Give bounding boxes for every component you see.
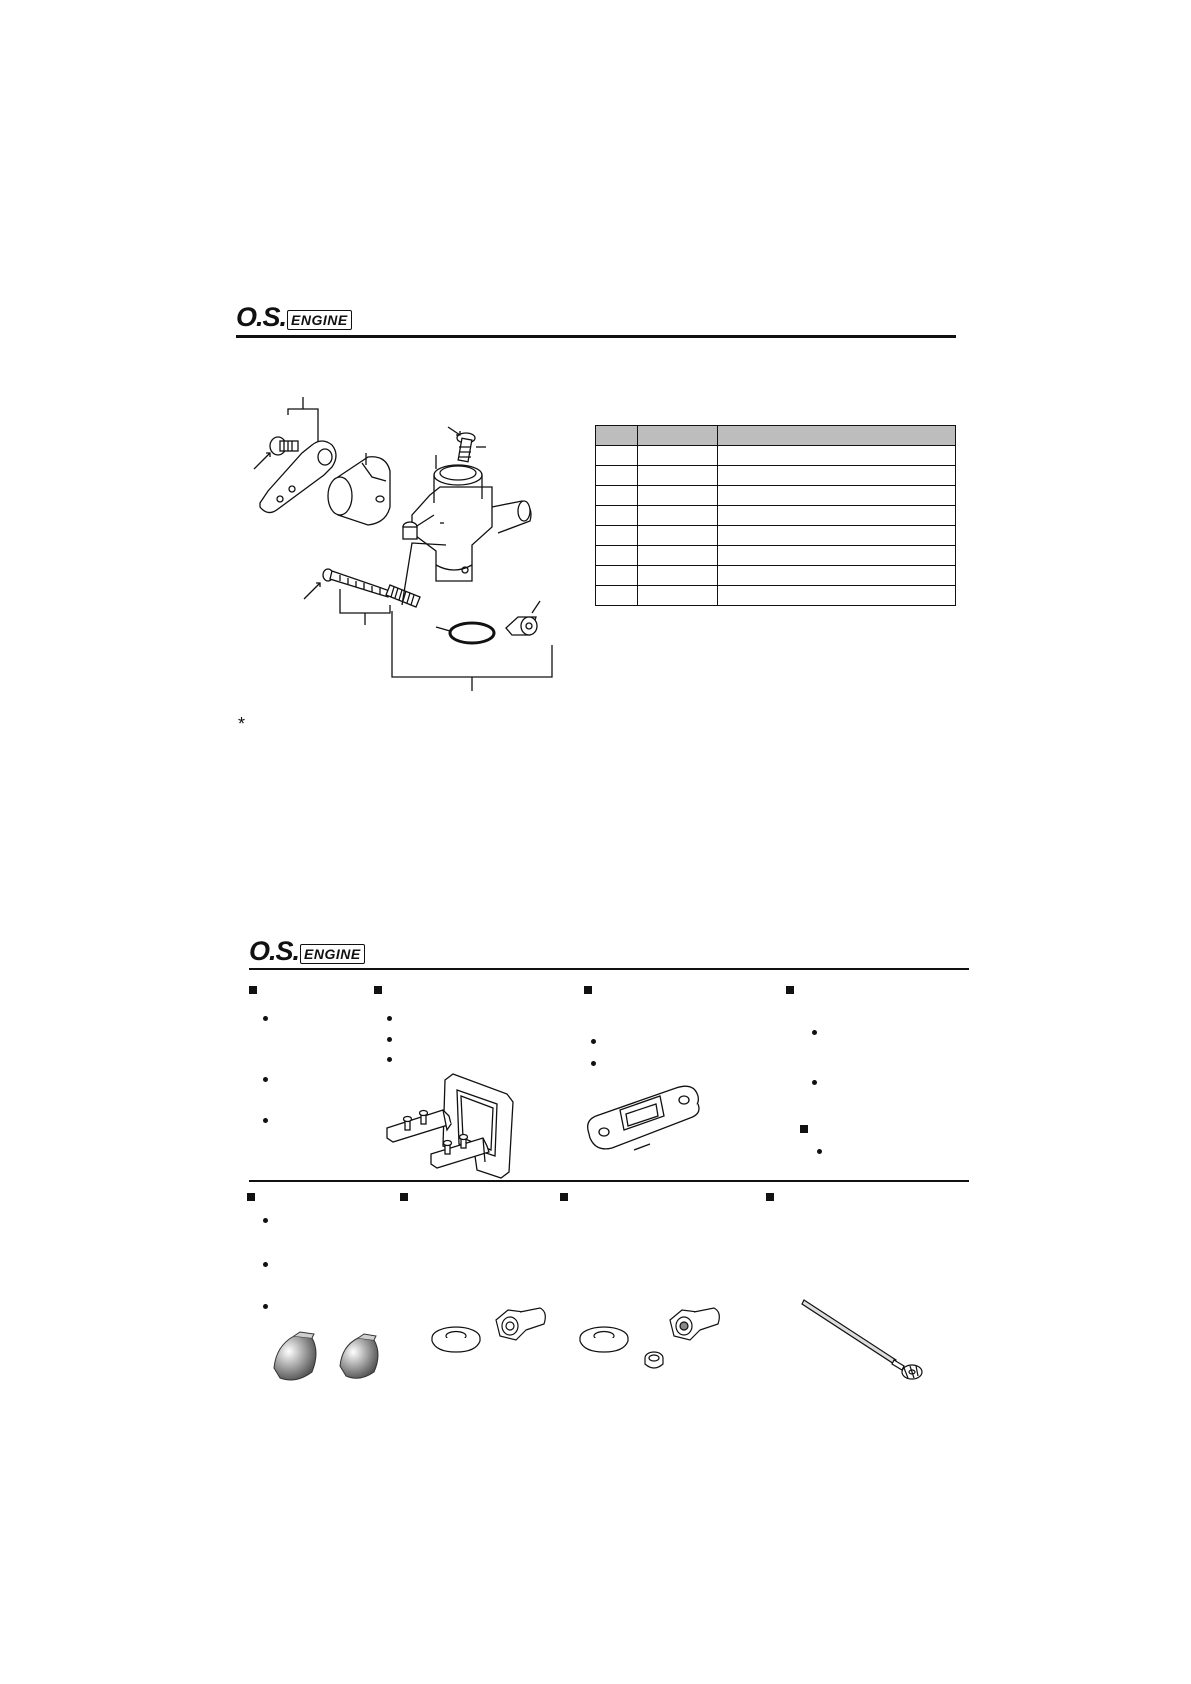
bullet (263, 1118, 268, 1123)
cap-screw-right (506, 617, 537, 635)
table-row (596, 506, 956, 526)
table-cell (638, 446, 718, 466)
table-row (596, 586, 956, 606)
section-marker (584, 986, 592, 994)
logo-engine-text: ENGINE (287, 310, 352, 330)
logo-engine-text: ENGINE (300, 944, 365, 964)
section-marker (786, 986, 794, 994)
table-cell (718, 546, 956, 566)
table-row (596, 446, 956, 466)
table-row (596, 486, 956, 506)
section-marker (560, 1193, 568, 1201)
table-cell (718, 446, 956, 466)
bullet (263, 1016, 268, 1021)
needle-screw (323, 569, 390, 597)
table-cell (596, 566, 638, 586)
logo-os-text: O.S. (236, 302, 287, 332)
bullet (387, 1057, 392, 1062)
table-cell (718, 566, 956, 586)
table-cell (596, 486, 638, 506)
section-marker (400, 1193, 408, 1201)
table-header-cell (596, 426, 638, 446)
spinner-nuts-illustration (270, 1328, 390, 1388)
table-cell (596, 586, 638, 606)
table-row (596, 566, 956, 586)
table-cell (596, 506, 638, 526)
table-cell (596, 526, 638, 546)
screw-left (270, 437, 298, 455)
table-cell (718, 526, 956, 546)
stud (403, 522, 417, 539)
carburetor-exploded-diagram (240, 395, 580, 695)
table-cell (718, 486, 956, 506)
table-header-cell (638, 426, 718, 446)
section-marker (766, 1193, 774, 1201)
section-marker (800, 1125, 808, 1133)
table-cell (638, 486, 718, 506)
bullet (263, 1218, 268, 1223)
bullet (591, 1039, 596, 1044)
table-cell (638, 566, 718, 586)
footnote-asterisk: * (238, 714, 246, 734)
os-engine-logo (236, 302, 352, 333)
bullet (263, 1304, 268, 1309)
table-cell (718, 586, 956, 606)
section-marker (247, 1193, 255, 1201)
parts-table (595, 425, 956, 606)
table-header-cell (718, 426, 956, 446)
table-cell (718, 506, 956, 526)
header-rule (236, 335, 956, 338)
table-cell (596, 466, 638, 486)
engine-mount-illustration (385, 1072, 525, 1182)
os-engine-logo-options (249, 936, 365, 967)
section-marker (374, 986, 382, 994)
bullet (812, 1080, 817, 1085)
bullet (591, 1061, 596, 1066)
bullet (387, 1037, 392, 1042)
table-cell (638, 586, 718, 606)
screw-top-right (457, 433, 475, 462)
table-cell (638, 546, 718, 566)
bullet (263, 1077, 268, 1082)
table-row (596, 466, 956, 486)
bullet (817, 1149, 822, 1154)
options-divider (249, 1180, 969, 1182)
table-header-row (596, 426, 956, 446)
bullet (263, 1262, 268, 1267)
logo-os-text: O.S. (249, 936, 300, 966)
needle-valve-rod-illustration (800, 1296, 930, 1386)
bullet (387, 1016, 392, 1021)
mount-plate-illustration (584, 1084, 714, 1164)
table-cell (596, 446, 638, 466)
table-cell (638, 526, 718, 546)
table-cell (638, 506, 718, 526)
table-row (596, 526, 956, 546)
options-rule (249, 968, 969, 970)
table-cell (638, 466, 718, 486)
washer-and-nut-illustration (430, 1300, 550, 1360)
section-marker (249, 986, 257, 994)
washer-collet-and-nut-illustration (578, 1300, 728, 1380)
table-cell (718, 466, 956, 486)
bullet (812, 1030, 817, 1035)
table-cell (596, 546, 638, 566)
table-row (596, 546, 956, 566)
